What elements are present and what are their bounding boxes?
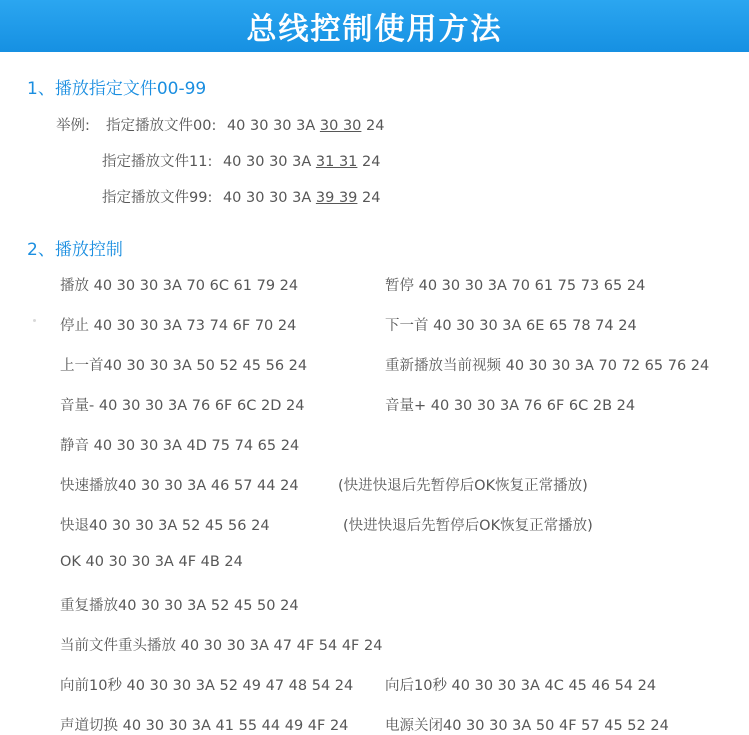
example-end: 24 [362, 154, 381, 170]
header-banner [0, 0, 749, 52]
cmd-audio-switch: 声道切换 40 30 30 3A 41 55 44 49 4F 24 [60, 718, 349, 734]
cmd-next: 下一首 40 30 30 3A 6E 65 78 74 24 [385, 318, 637, 334]
example-label: 指定播放文件11: [102, 154, 213, 170]
cmd-rewind: 快退40 30 30 3A 52 45 56 24 [60, 518, 270, 534]
cmd-power-off: 电源关闭40 30 30 3A 50 4F 57 45 52 24 [385, 718, 669, 734]
cmd-play: 播放 40 30 30 3A 70 6C 61 79 24 [60, 278, 299, 294]
cmd-prev: 上一首40 30 30 3A 50 52 45 56 24 [60, 358, 308, 374]
cmd-ok: OK 40 30 30 3A 4F 4B 24 [60, 554, 243, 570]
example-code: 40 30 30 3A [226, 118, 316, 134]
example-arg: 39 39 [315, 190, 358, 206]
cmd-repeat: 重复播放40 30 30 3A 52 45 50 24 [60, 598, 299, 614]
cmd-restart-file: 当前文件重头播放 40 30 30 3A 47 4F 54 4F 24 [60, 638, 383, 654]
cmd-replay: 重新播放当前视频 40 30 30 3A 70 72 65 76 24 [385, 358, 710, 374]
example-end: 24 [366, 118, 385, 134]
decorative-dot [33, 319, 36, 322]
example-row-11 [102, 150, 380, 171]
fast-forward-note: (快进快退后先暂停后OK恢复正常播放) [338, 478, 588, 494]
page-title: 总线控制使用方法 [246, 12, 503, 47]
cmd-volume-down: 音量- 40 30 30 3A 76 6F 6C 2D 24 [60, 398, 305, 414]
section-2-title: 2、播放控制 [27, 240, 123, 260]
cmd-mute: 静音 40 30 30 3A 4D 75 74 65 24 [60, 438, 300, 454]
example-code: 40 30 30 3A [222, 154, 312, 170]
example-prefix: 举例: [56, 118, 90, 134]
cmd-volume-up: 音量+ 40 30 30 3A 76 6F 6C 2B 24 [385, 398, 636, 414]
rewind-note: (快进快退后先暂停后OK恢复正常播放) [343, 518, 593, 534]
cmd-fast-forward: 快速播放40 30 30 3A 46 57 44 24 [60, 478, 299, 494]
example-row-99 [102, 186, 380, 207]
example-arg: 30 30 [319, 118, 362, 134]
cmd-pause: 暂停 40 30 30 3A 70 61 75 73 65 24 [385, 278, 646, 294]
cmd-back-10s: 向后10秒 40 30 30 3A 4C 45 46 54 24 [385, 678, 657, 694]
section-1-title: 1、播放指定文件00-99 [27, 79, 207, 99]
example-arg: 31 31 [315, 154, 358, 170]
cmd-stop: 停止 40 30 30 3A 73 74 6F 70 24 [60, 318, 297, 334]
cmd-forward-10s: 向前10秒 40 30 30 3A 52 49 47 48 54 24 [60, 678, 354, 694]
example-row-00 [106, 114, 384, 135]
example-label: 指定播放文件99: [102, 190, 213, 206]
example-label: 指定播放文件00: [106, 118, 217, 134]
example-code: 40 30 30 3A [222, 190, 312, 206]
example-end: 24 [362, 190, 381, 206]
